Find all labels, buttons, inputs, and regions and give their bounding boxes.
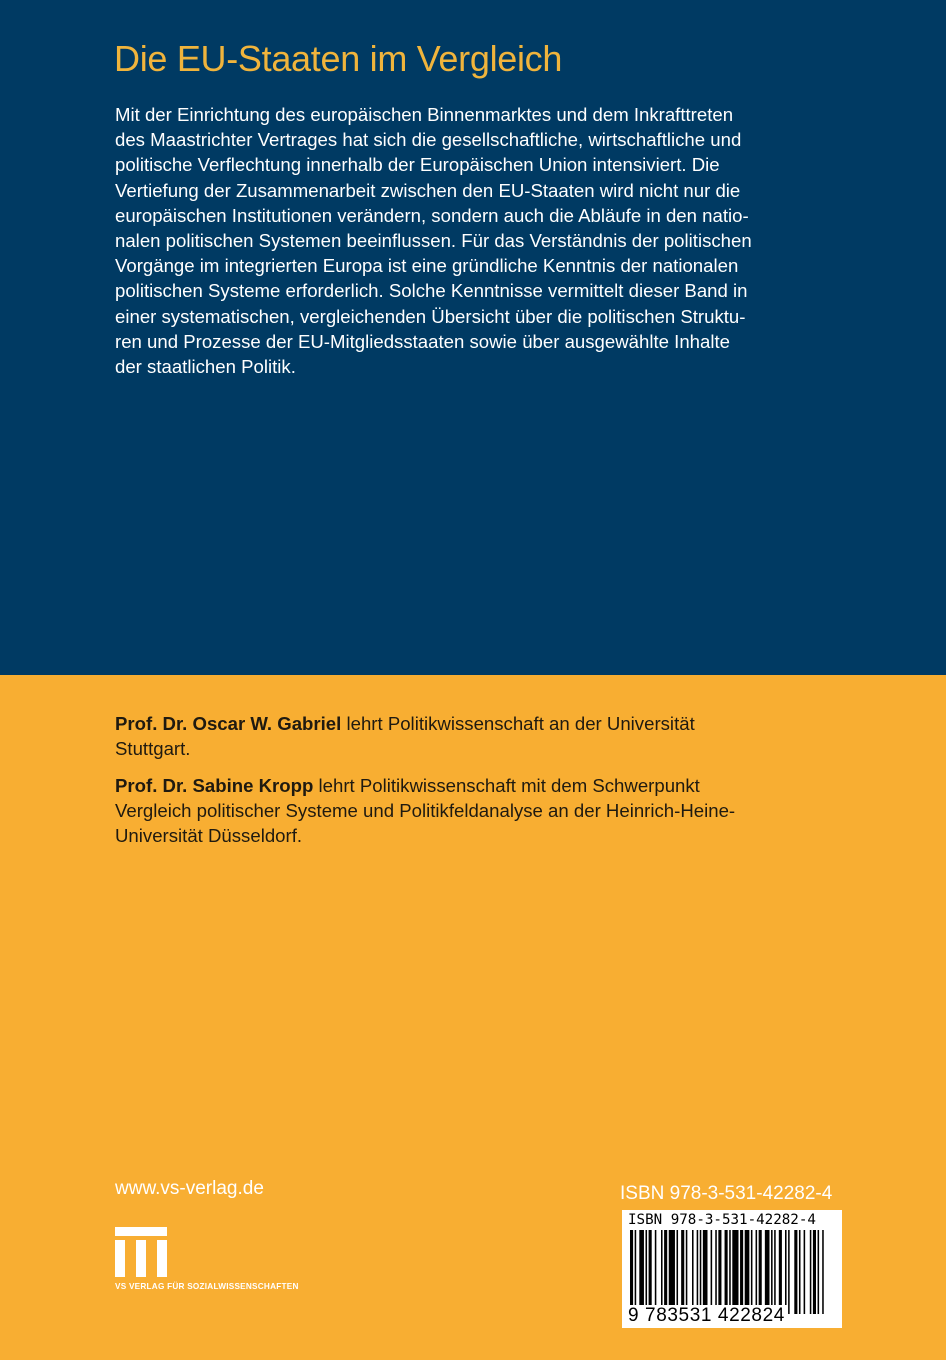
- book-title: Die EU-Staaten im Vergleich: [114, 38, 563, 79]
- barcode-isbn-text: ISBN 978-3-531-42282-4: [628, 1212, 816, 1228]
- author-bio-line: Universität Düsseldorf.: [115, 825, 303, 847]
- description-line: politische Verflechtung innerhalb der Europäischen Union intensiviert. Die: [115, 154, 720, 176]
- description-line: des Maastrichter Vertrages hat sich die gesellschaftliche, wirtschaftliche und: [115, 129, 742, 151]
- description-line: europäischen Institutionen verändern, sondern auch die Abläufe in den natio-: [115, 204, 749, 226]
- author-name: Prof. Dr. Sabine Kropp: [115, 775, 314, 796]
- isbn-label: ISBN 978-3-531-42282-4: [620, 1183, 833, 1204]
- description-line: Mit der Einrichtung des europäischen Binnenmarktes und dem Inkrafttreten: [115, 104, 734, 125]
- description-line: ren und Prozesse der EU-Mitgliedsstaaten sowie über ausgewählte Inhalte: [115, 330, 730, 352]
- publisher-logo-icon: [115, 1227, 167, 1277]
- author-bio-line: Stuttgart.: [115, 738, 191, 760]
- book-description: [115, 102, 835, 379]
- author-name: Prof. Dr. Oscar W. Gabriel: [115, 713, 342, 734]
- description-line: der staatlichen Politik.: [115, 356, 296, 378]
- description-line: Vorgänge im integrierten Europa ist eine gründliche Kenntnis der nationalen: [115, 255, 739, 277]
- barcode-digits: 9 783531 422824: [628, 1305, 788, 1327]
- publisher-imprint: VS VERLAG FÜR SOZIALWISSENSCHAFTEN: [115, 1282, 299, 1291]
- description-line: einer systematischen, vergleichenden Übersicht über die politischen Struktu-: [115, 305, 746, 327]
- publisher-website-link[interactable]: www.vs-verlag.de: [115, 1178, 264, 1199]
- author-bio-line: [115, 773, 835, 798]
- description-line: Vertiefung der Zusammenarbeit zwischen den EU-Staaten wird nicht nur die: [115, 179, 741, 201]
- barcode-icon: [622, 1230, 842, 1314]
- author-bio-gabriel: [115, 711, 835, 761]
- description-line: politischen Systeme erforderlich. Solche Kenntnisse vermittelt dieser Band in: [115, 280, 748, 302]
- description-line: nalen politischen Systemen beeinflussen. Für das Verständnis der politischen: [115, 230, 752, 252]
- author-bio-text: lehrt Politikwissenschaft an der Universität: [341, 713, 695, 734]
- description-panel: [0, 0, 946, 675]
- author-bio-kropp: [115, 773, 835, 849]
- author-bio-line: [115, 711, 835, 736]
- author-bio-line: Vergleich politischer Systeme und Politikfeldanalyse an der Heinrich-Heine-: [115, 800, 736, 822]
- author-bio-text: lehrt Politikwissenschaft mit dem Schwerpunkt: [313, 775, 700, 796]
- barcode-label: [622, 1210, 842, 1328]
